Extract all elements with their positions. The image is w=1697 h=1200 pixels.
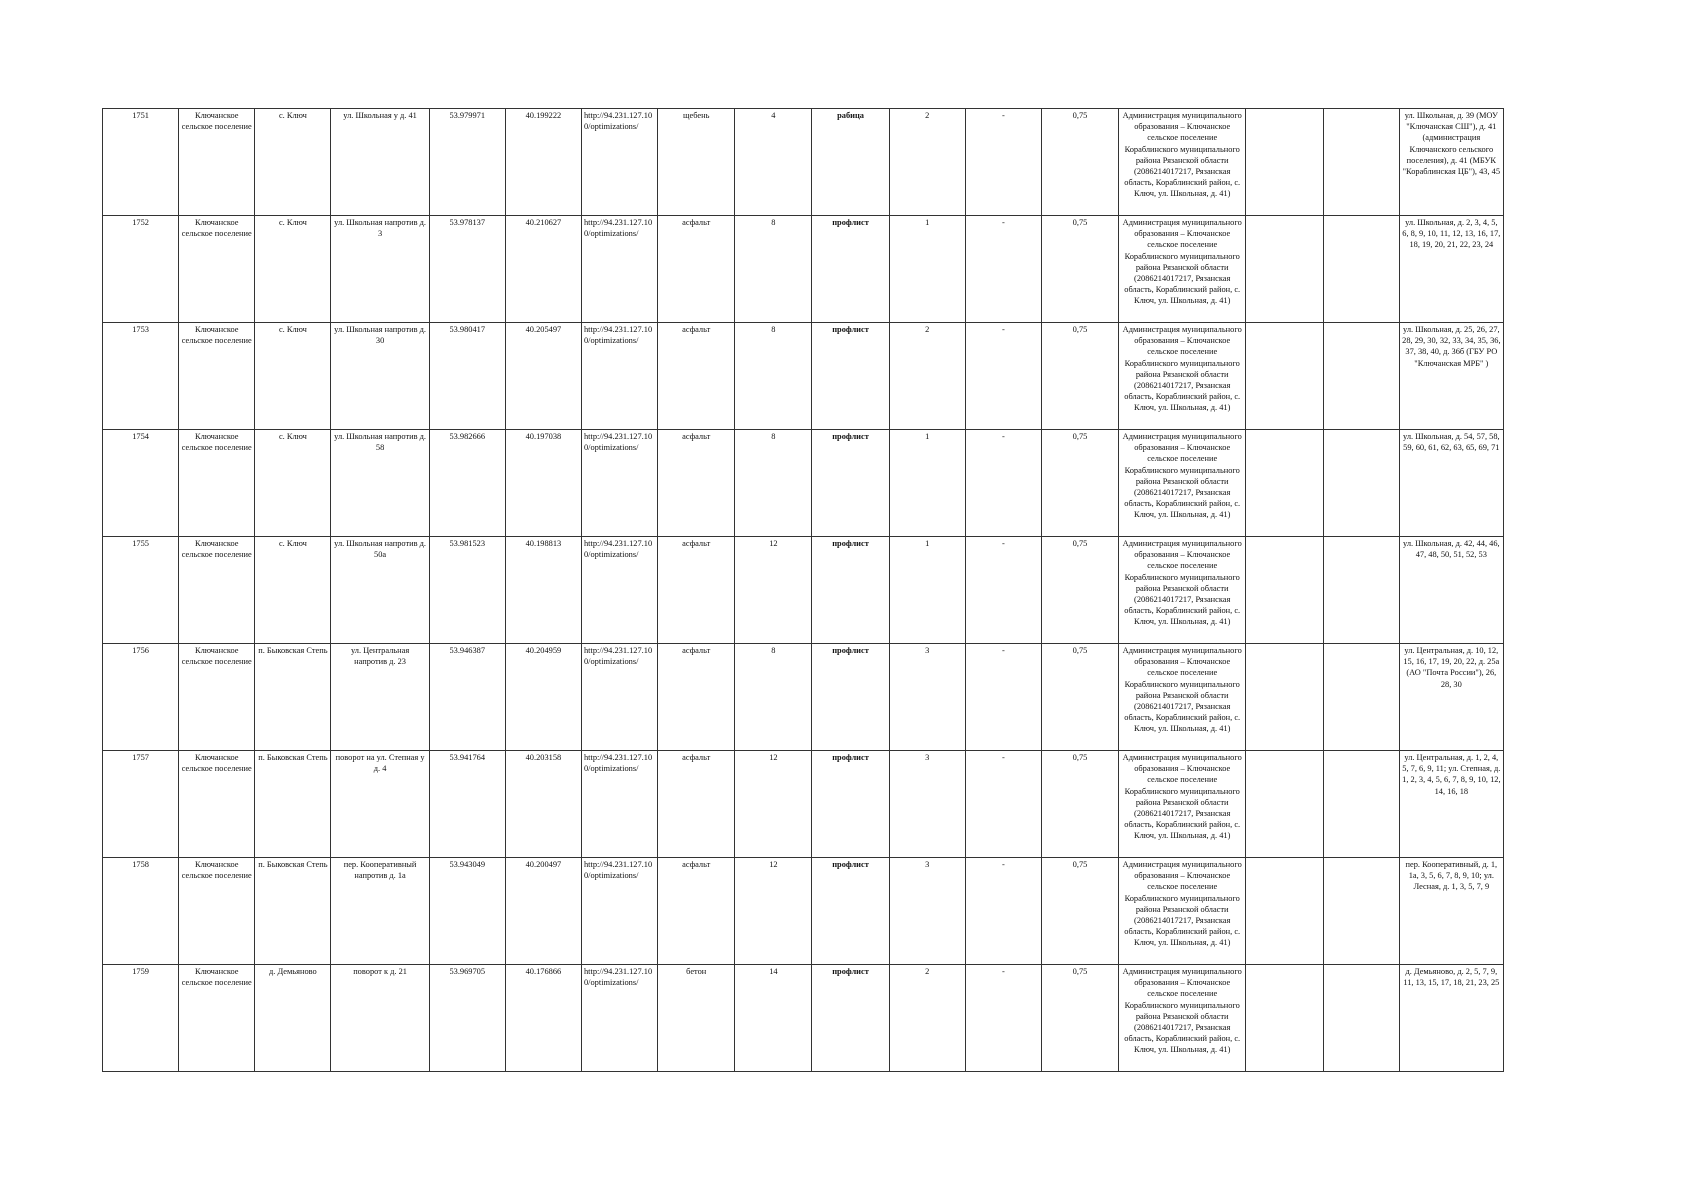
latitude-cell: 53.946387 [429, 644, 505, 751]
latitude-cell: 53.982666 [429, 430, 505, 537]
empty-cell [1323, 323, 1399, 430]
bunker-cell: - [965, 109, 1041, 216]
area-cell: 14 [735, 965, 812, 1072]
address-cell: ул. Школьная напротив д. 50а [331, 537, 429, 644]
latitude-cell: 53.979971 [429, 109, 505, 216]
link-cell: http://94.231.127.10 0/optimizations/ [581, 751, 657, 858]
owner-cell: Администрация муниципального образования – Ключанское сельское поселение Кораблинского муниципального района Рязанской области (2086214017217, Рязанская область, Кораблинский район, с. Ключ, ул. Школьная, д. 41) [1119, 323, 1246, 430]
container-count-cell: 2 [889, 323, 965, 430]
surface-cell: асфальт [658, 751, 735, 858]
volume-cell: 0,75 [1041, 109, 1118, 216]
empty-cell [1246, 430, 1323, 537]
link-cell: http://94.231.127.10 0/optimizations/ [581, 430, 657, 537]
address-cell: ул. Школьная у д. 41 [331, 109, 429, 216]
address-cell: ул. Школьная напротив д. 30 [331, 323, 429, 430]
container-count-cell: 1 [889, 216, 965, 323]
row-number: 1759 [103, 965, 179, 1072]
longitude-cell: 40.176866 [505, 965, 581, 1072]
container-count-cell: 3 [889, 644, 965, 751]
table-row [103, 965, 1504, 1072]
link-cell: http://94.231.127.10 0/optimizations/ [581, 216, 657, 323]
address-cell: ул. Школьная напротив д. 3 [331, 216, 429, 323]
empty-cell [1323, 537, 1399, 644]
longitude-cell: 40.204959 [505, 644, 581, 751]
empty-cell [1246, 323, 1323, 430]
volume-cell: 0,75 [1041, 323, 1118, 430]
container-count-cell: 1 [889, 430, 965, 537]
locality-cell: с. Ключ [255, 109, 331, 216]
bunker-cell: - [965, 751, 1041, 858]
row-number: 1758 [103, 858, 179, 965]
settlement-cell: Ключанское сельское поселение [179, 965, 255, 1072]
container-count-cell: 2 [889, 109, 965, 216]
owner-cell: Администрация муниципального образования – Ключанское сельское поселение Кораблинского муниципального района Рязанской области (2086214017217, Рязанская область, Кораблинский район, с. Ключ, ул. Школьная, д. 41) [1119, 430, 1246, 537]
owner-cell: Администрация муниципального образования – Ключанское сельское поселение Кораблинского муниципального района Рязанской области (2086214017217, Рязанская область, Кораблинский район, с. Ключ, ул. Школьная, д. 41) [1119, 858, 1246, 965]
address-cell: поворот к д. 21 [331, 965, 429, 1072]
latitude-cell: 53.941764 [429, 751, 505, 858]
longitude-cell: 40.200497 [505, 858, 581, 965]
table-row [103, 430, 1504, 537]
settlement-cell: Ключанское сельское поселение [179, 751, 255, 858]
empty-cell [1246, 858, 1323, 965]
volume-cell: 0,75 [1041, 644, 1118, 751]
settlement-cell: Ключанское сельское поселение [179, 430, 255, 537]
empty-cell [1323, 858, 1399, 965]
latitude-cell: 53.980417 [429, 323, 505, 430]
container-count-cell: 3 [889, 751, 965, 858]
table-row [103, 751, 1504, 858]
empty-cell [1246, 216, 1323, 323]
empty-cell [1246, 751, 1323, 858]
empty-cell [1323, 109, 1399, 216]
owner-cell: Администрация муниципального образования – Ключанское сельское поселение Кораблинского муниципального района Рязанской области (2086214017217, Рязанская область, Кораблинский район, с. Ключ, ул. Школьная, д. 41) [1119, 109, 1246, 216]
fence-cell: профлист [812, 430, 889, 537]
bunker-cell: - [965, 323, 1041, 430]
longitude-cell: 40.198813 [505, 537, 581, 644]
area-cell: 4 [735, 109, 812, 216]
row-number: 1751 [103, 109, 179, 216]
container-site-registry-table [102, 108, 1504, 1072]
waste-sources-cell: ул. Школьная, д. 2, 3, 4, 5, 6, 8, 9, 10, 11, 12, 13, 16, 17, 18, 19, 20, 21, 22, 23, 24 [1399, 216, 1503, 323]
table-row [103, 216, 1504, 323]
empty-cell [1323, 216, 1399, 323]
owner-cell: Администрация муниципального образования – Ключанское сельское поселение Кораблинского муниципального района Рязанской области (2086214017217, Рязанская область, Кораблинский район, с. Ключ, ул. Школьная, д. 41) [1119, 965, 1246, 1072]
fence-cell: профлист [812, 751, 889, 858]
owner-cell: Администрация муниципального образования – Ключанское сельское поселение Кораблинского муниципального района Рязанской области (2086214017217, Рязанская область, Кораблинский район, с. Ключ, ул. Школьная, д. 41) [1119, 216, 1246, 323]
latitude-cell: 53.969705 [429, 965, 505, 1072]
fence-cell: профлист [812, 644, 889, 751]
area-cell: 8 [735, 216, 812, 323]
volume-cell: 0,75 [1041, 858, 1118, 965]
address-cell: ул. Школьная напротив д. 58 [331, 430, 429, 537]
table-row [103, 109, 1504, 216]
longitude-cell: 40.197038 [505, 430, 581, 537]
surface-cell: асфальт [658, 216, 735, 323]
empty-cell [1246, 644, 1323, 751]
locality-cell: п. Быковская Степь [255, 644, 331, 751]
container-count-cell: 1 [889, 537, 965, 644]
surface-cell: асфальт [658, 430, 735, 537]
surface-cell: асфальт [658, 323, 735, 430]
waste-sources-cell: ул. Школьная, д. 39 (МОУ "Ключанская СШ"), д. 41 (администрация Ключанского сельского поселения), д. 41 (МБУК "Кораблинская ЦБ"), 43, 45 [1399, 109, 1503, 216]
area-cell: 12 [735, 858, 812, 965]
locality-cell: д. Демьяново [255, 965, 331, 1072]
empty-cell [1323, 965, 1399, 1072]
settlement-cell: Ключанское сельское поселение [179, 537, 255, 644]
row-number: 1752 [103, 216, 179, 323]
fence-cell: профлист [812, 323, 889, 430]
latitude-cell: 53.943049 [429, 858, 505, 965]
settlement-cell: Ключанское сельское поселение [179, 858, 255, 965]
empty-cell [1323, 644, 1399, 751]
fence-cell: профлист [812, 858, 889, 965]
table-row [103, 323, 1504, 430]
link-cell: http://94.231.127.10 0/optimizations/ [581, 537, 657, 644]
table-row [103, 537, 1504, 644]
bunker-cell: - [965, 858, 1041, 965]
address-cell: поворот на ул. Степная у д. 4 [331, 751, 429, 858]
area-cell: 8 [735, 323, 812, 430]
surface-cell: асфальт [658, 858, 735, 965]
fence-cell: профлист [812, 965, 889, 1072]
bunker-cell: - [965, 430, 1041, 537]
empty-cell [1246, 965, 1323, 1072]
locality-cell: п. Быковская Степь [255, 751, 331, 858]
settlement-cell: Ключанское сельское поселение [179, 109, 255, 216]
address-cell: ул. Центральная напротив д. 23 [331, 644, 429, 751]
empty-cell [1246, 109, 1323, 216]
latitude-cell: 53.981523 [429, 537, 505, 644]
container-count-cell: 2 [889, 965, 965, 1072]
longitude-cell: 40.199222 [505, 109, 581, 216]
locality-cell: с. Ключ [255, 430, 331, 537]
surface-cell: бетон [658, 965, 735, 1072]
link-cell: http://94.231.127.10 0/optimizations/ [581, 858, 657, 965]
longitude-cell: 40.205497 [505, 323, 581, 430]
area-cell: 12 [735, 537, 812, 644]
empty-cell [1246, 537, 1323, 644]
row-number: 1756 [103, 644, 179, 751]
empty-cell [1323, 430, 1399, 537]
row-number: 1757 [103, 751, 179, 858]
row-number: 1755 [103, 537, 179, 644]
settlement-cell: Ключанское сельское поселение [179, 644, 255, 751]
waste-sources-cell: ул. Школьная, д. 54, 57, 58, 59, 60, 61, 62, 63, 65, 69, 71 [1399, 430, 1503, 537]
waste-sources-cell: пер. Кооперативный, д. 1, 1а, 3, 5, 6, 7, 8, 9, 10; ул. Лесная, д. 1, 3, 5, 7, 9 [1399, 858, 1503, 965]
waste-sources-cell: ул. Школьная, д. 25, 26, 27, 28, 29, 30, 32, 33, 34, 35, 36, 37, 38, 40, д. 36б (ГБУ РО "Ключанская МРБ" ) [1399, 323, 1503, 430]
bunker-cell: - [965, 216, 1041, 323]
locality-cell: с. Ключ [255, 323, 331, 430]
volume-cell: 0,75 [1041, 537, 1118, 644]
table-row [103, 644, 1504, 751]
area-cell: 12 [735, 751, 812, 858]
link-cell: http://94.231.127.10 0/optimizations/ [581, 323, 657, 430]
bunker-cell: - [965, 965, 1041, 1072]
volume-cell: 0,75 [1041, 216, 1118, 323]
address-cell: пер. Кооперативный напротив д. 1а [331, 858, 429, 965]
link-cell: http://94.231.127.10 0/optimizations/ [581, 109, 657, 216]
volume-cell: 0,75 [1041, 751, 1118, 858]
waste-sources-cell: ул. Центральная, д. 1, 2, 4, 5, 7, 6, 9, 11; ул. Степная, д. 1, 2, 3, 4, 5, 6, 7, 8, 9, 10, 12, 14, 16, 18 [1399, 751, 1503, 858]
settlement-cell: Ключанское сельское поселение [179, 216, 255, 323]
surface-cell: асфальт [658, 644, 735, 751]
owner-cell: Администрация муниципального образования – Ключанское сельское поселение Кораблинского муниципального района Рязанской области (2086214017217, Рязанская область, Кораблинский район, с. Ключ, ул. Школьная, д. 41) [1119, 644, 1246, 751]
waste-sources-cell: д. Демьяново, д. 2, 5, 7, 9, 11, 13, 15, 17, 18, 21, 23, 25 [1399, 965, 1503, 1072]
volume-cell: 0,75 [1041, 430, 1118, 537]
settlement-cell: Ключанское сельское поселение [179, 323, 255, 430]
latitude-cell: 53.978137 [429, 216, 505, 323]
waste-sources-cell: ул. Центральная, д. 10, 12, 15, 16, 17, 19, 20, 22, д. 25а (АО "Почта России"), 26, 28, 30 [1399, 644, 1503, 751]
volume-cell: 0,75 [1041, 965, 1118, 1072]
surface-cell: асфальт [658, 537, 735, 644]
owner-cell: Администрация муниципального образования – Ключанское сельское поселение Кораблинского муниципального района Рязанской области (2086214017217, Рязанская область, Кораблинский район, с. Ключ, ул. Школьная, д. 41) [1119, 751, 1246, 858]
row-number: 1754 [103, 430, 179, 537]
fence-cell: профлист [812, 216, 889, 323]
fence-cell: профлист [812, 537, 889, 644]
waste-sources-cell: ул. Школьная, д. 42, 44, 46, 47, 48, 50, 51, 52, 53 [1399, 537, 1503, 644]
locality-cell: п. Быковская Степь [255, 858, 331, 965]
owner-cell: Администрация муниципального образования – Ключанское сельское поселение Кораблинского муниципального района Рязанской области (2086214017217, Рязанская область, Кораблинский район, с. Ключ, ул. Школьная, д. 41) [1119, 537, 1246, 644]
area-cell: 8 [735, 644, 812, 751]
link-cell: http://94.231.127.10 0/optimizations/ [581, 644, 657, 751]
container-count-cell: 3 [889, 858, 965, 965]
fence-cell: рабица [812, 109, 889, 216]
row-number: 1753 [103, 323, 179, 430]
bunker-cell: - [965, 537, 1041, 644]
link-cell: http://94.231.127.10 0/optimizations/ [581, 965, 657, 1072]
longitude-cell: 40.210627 [505, 216, 581, 323]
table-row [103, 858, 1504, 965]
locality-cell: с. Ключ [255, 537, 331, 644]
locality-cell: с. Ключ [255, 216, 331, 323]
surface-cell: щебень [658, 109, 735, 216]
bunker-cell: - [965, 644, 1041, 751]
longitude-cell: 40.203158 [505, 751, 581, 858]
empty-cell [1323, 751, 1399, 858]
area-cell: 8 [735, 430, 812, 537]
